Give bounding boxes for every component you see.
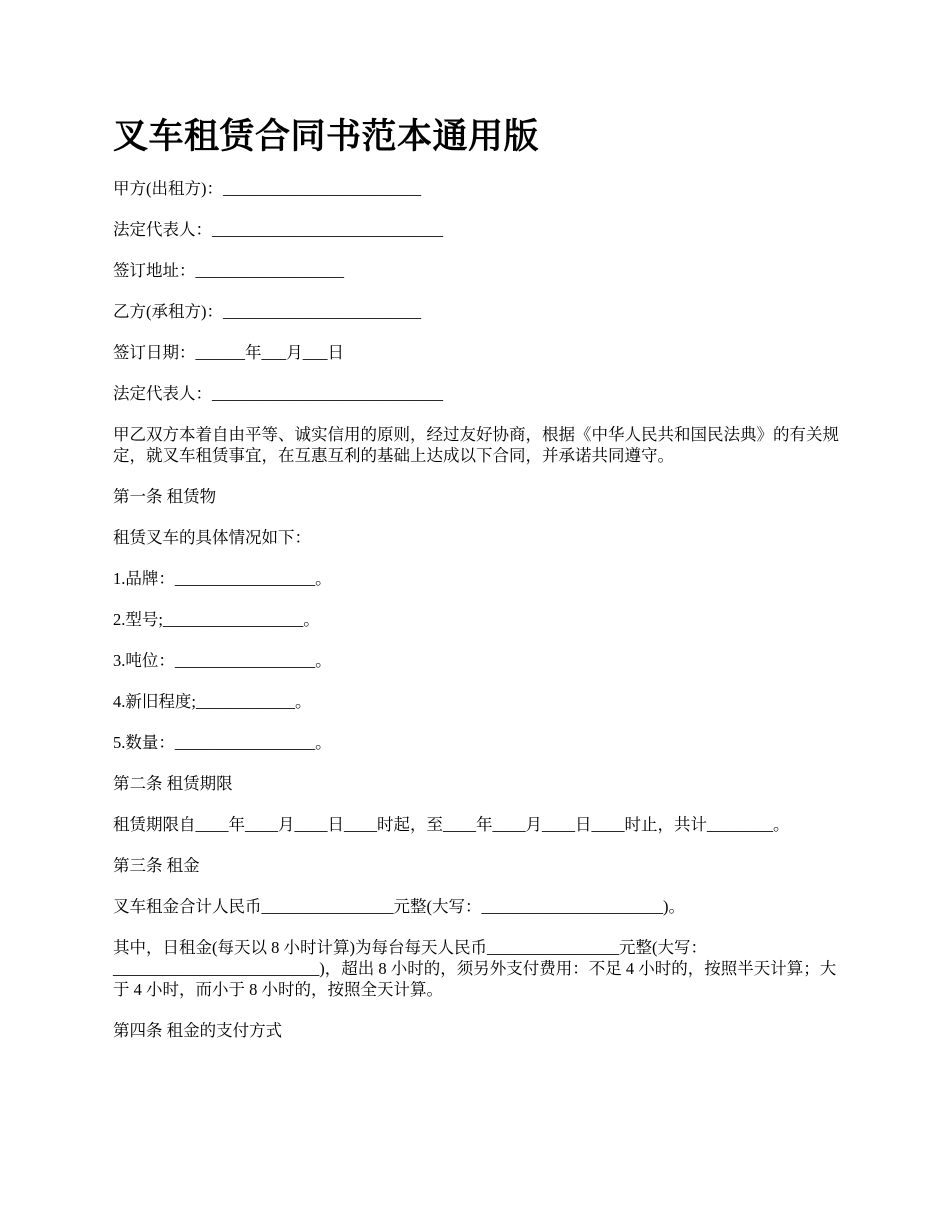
legal-representative-field-2: 法定代表人：____________________________ [113,384,443,403]
article-1-item-tonnage: 3.吨位：_________________。 [113,651,332,670]
lessor-field: 甲方(出租方)：________________________ [113,179,421,198]
sign-date-field: 签订日期：______年___月___日 [113,343,344,362]
article-2-body: 租赁期限自____年____月____日____时起，至____年____月____日____时止，共计________。 [113,815,790,834]
article-1-lead: 租赁叉车的具体情况如下： [113,528,311,547]
document-title: 叉车租赁合同书范本通用版 [113,117,540,156]
article-1-heading: 第一条 租赁物 [113,487,217,506]
article-1-item-brand: 1.品牌：_________________。 [113,569,332,588]
article-3-heading: 第三条 租金 [113,856,200,875]
sign-address-field: 签订地址：__________________ [113,261,344,280]
article-4-heading: 第四条 租金的支付方式 [113,1021,283,1040]
article-1-item-condition: 4.新旧程度;____________。 [113,692,312,711]
document-page [113,112,843,1061]
article-3-daily-rent: 其中，日租金(每天以 8 小时计算)为每台每天人民币________________元整(大写：_________________________)，超出 8 小时的，须另外支付费用：不足 4 小时的，按照半天计算；大于 4 小时，而小于 8 小时的，按照全天计算。 [113,938,837,999]
legal-representative-field-1: 法定代表人：____________________________ [113,220,443,239]
article-3-total-rent: 叉车租金合计人民币________________元整(大写：______________________)。 [113,897,685,916]
intro-paragraph: 甲乙双方本着自由平等、诚实信用的原则，经过友好协商，根据《中华人民共和国民法典》的有关规定，就叉车租赁事宜，在互惠互利的基础上达成以下合同，并承诺共同遵守。 [113,425,839,465]
article-2-heading: 第二条 租赁期限 [113,774,233,793]
article-1-item-model: 2.型号;_________________。 [113,610,320,629]
lessee-field: 乙方(承租方)：________________________ [113,302,421,321]
article-1-item-quantity: 5.数量：_________________。 [113,733,332,752]
